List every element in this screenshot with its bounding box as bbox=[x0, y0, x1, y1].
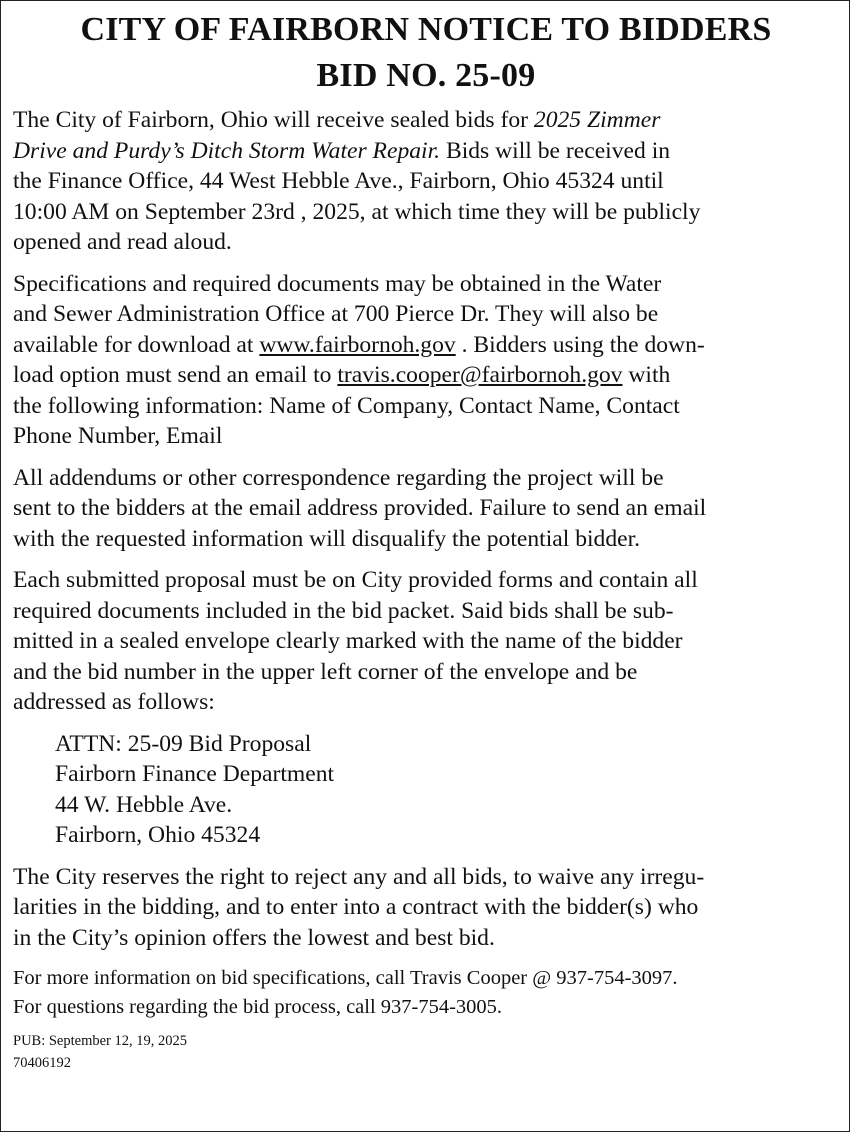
project-name-italic: 2025 Zimmer bbox=[533, 107, 661, 133]
title-line-2: BID NO. 25-09 bbox=[316, 57, 536, 94]
address-line: Fairborn, Ohio 45324 bbox=[55, 822, 261, 848]
contact-paragraph bbox=[13, 964, 839, 1022]
proposal-paragraph bbox=[13, 565, 839, 718]
text-line: All addendums or other correspondence regarding the project will be bbox=[13, 464, 664, 491]
publication-dates: PUB: September 12, 19, 2025 bbox=[13, 1033, 187, 1049]
text-line: addressed as follows: bbox=[13, 689, 215, 715]
address-line: 44 W. Hebble Ave. bbox=[55, 791, 233, 818]
project-name-italic-2: Drive and Purdy’s Ditch Storm Water Repair. bbox=[13, 137, 441, 164]
contact-line: For questions regarding the bid process, call 937-754-3005. bbox=[13, 996, 503, 1018]
title-line-1: CITY OF FAIRBORN NOTICE TO BIDDERS bbox=[80, 11, 772, 48]
text-line: required documents included in the bid packet. Said bids shall be sub- bbox=[13, 597, 674, 624]
address-line: ATTN: 25-09 Bid Proposal bbox=[55, 730, 312, 757]
text-line: The City reserves the right to reject any and all bids, to waive any irregu- bbox=[13, 863, 705, 890]
text-line: Specifications and required documents may be obtained in the Water bbox=[13, 270, 662, 297]
correspondence-paragraph bbox=[13, 463, 839, 555]
text-line: Phone Number, Email bbox=[13, 423, 223, 449]
text-line: the following information: Name of Company, Contact Name, Contact bbox=[13, 392, 680, 419]
contact-line: For more information on bid specifications, call Travis Cooper @ 937-754-3097. bbox=[13, 967, 678, 989]
address-line: Fairborn Finance Department bbox=[55, 761, 335, 787]
text-line: in the City’s opinion offers the lowest and best bid. bbox=[13, 924, 495, 951]
text-line: Each submitted proposal must be on City provided forms and contain all bbox=[13, 567, 698, 593]
text-line: 10:00 AM on September 23rd , 2025, at which time they will be publicly bbox=[13, 198, 701, 225]
text-span: . Bidders using the down- bbox=[455, 331, 705, 358]
text-span: available for download at bbox=[13, 331, 260, 358]
text-span: The City of Fairborn, Ohio will receive sealed bids for bbox=[13, 107, 534, 133]
ad-number: 70406192 bbox=[13, 1055, 71, 1071]
mailing-address bbox=[13, 729, 839, 851]
text-line: and the bid number in the upper left corner of the envelope and be bbox=[13, 658, 638, 685]
text-line: larities in the bidding, and to enter into a contract with the bidder(s) who bbox=[13, 894, 699, 920]
email-link[interactable]: travis.cooper@fairbornoh.gov bbox=[337, 362, 623, 388]
text-span: with bbox=[622, 362, 671, 388]
intro-paragraph bbox=[13, 105, 839, 258]
text-line: sent to the bidders at the email address provided. Failure to send an email bbox=[13, 495, 707, 521]
publication-info bbox=[13, 1030, 839, 1074]
text-span: Bids will be received in bbox=[440, 137, 671, 164]
text-line: and Sewer Administration Office at 700 Pierce Dr. They will also be bbox=[13, 301, 659, 327]
rights-paragraph bbox=[13, 862, 839, 954]
notice-title bbox=[13, 7, 839, 99]
text-span: load option must send an email to bbox=[13, 362, 338, 388]
specifications-paragraph bbox=[13, 269, 839, 452]
text-line: opened and read aloud. bbox=[13, 229, 232, 255]
text-line: the Finance Office, 44 West Hebble Ave., Fairborn, Ohio 45324 until bbox=[13, 168, 664, 194]
website-link[interactable]: www.fairbornoh.gov bbox=[259, 331, 456, 358]
text-line: with the requested information will disqualify the potential bidder. bbox=[13, 525, 641, 552]
text-line: mitted in a sealed envelope clearly marked with the name of the bidder bbox=[13, 628, 683, 654]
